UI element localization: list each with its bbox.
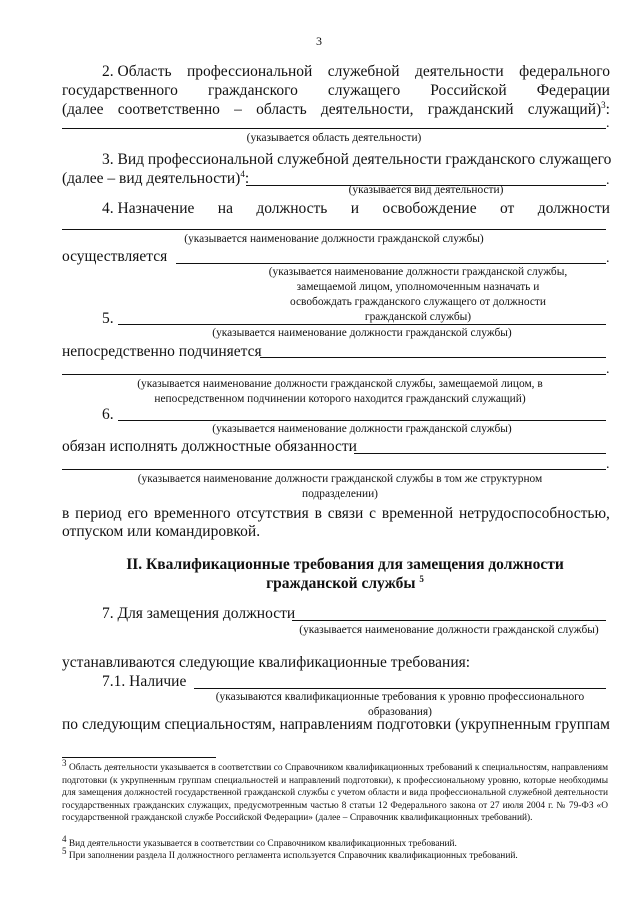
word: в bbox=[62, 505, 70, 522]
word: 4. Назначение bbox=[102, 200, 195, 217]
word: Федерации bbox=[536, 82, 610, 99]
item7-text: устанавливаются следующие квалификационные требования: bbox=[62, 654, 471, 671]
footnote-text: Вид деятельности указывается в соответствии со Справочником квалификационных требований. bbox=[68, 839, 457, 849]
fill-line-position[interactable] bbox=[62, 229, 606, 230]
item5-label: непосредственно подчиняется bbox=[62, 343, 262, 360]
item71-label: 7.1. Наличие bbox=[102, 673, 187, 690]
fill-line-item71[interactable] bbox=[194, 688, 606, 689]
fill-line-item7[interactable] bbox=[292, 620, 606, 621]
fill-line-appointer[interactable] bbox=[176, 263, 606, 264]
word: область bbox=[256, 101, 307, 118]
word: период bbox=[75, 505, 122, 522]
item3-line2 bbox=[62, 170, 249, 188]
word: специальностям, bbox=[164, 716, 276, 733]
word: деятельности bbox=[415, 63, 504, 80]
word: направлениям bbox=[279, 716, 373, 733]
footnote-ref-3: 3 bbox=[601, 99, 606, 110]
caption-item5: (указывается наименование должности гражданской службы) bbox=[212, 327, 512, 339]
word: временного bbox=[153, 505, 231, 522]
fill-line-supervisor-2[interactable] bbox=[62, 374, 606, 375]
caption-item71: (указываются квалификационные требования к уровню профессионального образования) bbox=[215, 691, 585, 718]
colon: : bbox=[605, 101, 610, 118]
word: должности bbox=[537, 200, 610, 217]
word: от bbox=[499, 200, 515, 217]
caption-supervisor: (указывается наименование должности гражданской службы, замещаемой лицом, в непосредственном подчинении которого находится гражданский служащий) bbox=[137, 378, 543, 405]
footnote-ref-4: 4 bbox=[240, 168, 245, 179]
word: связи bbox=[327, 505, 364, 522]
word: подготовки bbox=[376, 716, 452, 733]
fill-line-substitute[interactable] bbox=[354, 453, 606, 454]
dot: . bbox=[606, 116, 610, 131]
word: 2. Область bbox=[102, 63, 172, 80]
item2-line1 bbox=[102, 63, 610, 81]
heading-text: гражданской службы bbox=[266, 575, 416, 592]
item6-text-line2: отпуском или командировкой. bbox=[62, 523, 261, 540]
item7-label: 7. Для замещения должности bbox=[102, 605, 296, 622]
word: федерального bbox=[519, 63, 610, 80]
fill-line-supervisor[interactable] bbox=[260, 357, 606, 358]
colon: : bbox=[244, 170, 250, 187]
heading-line1: II. Квалификационные требования для замещения должности bbox=[126, 556, 564, 573]
section2-heading bbox=[60, 555, 630, 593]
footnote-ref-5: 5 bbox=[419, 573, 424, 584]
item3-line1: 3. Вид профессиональной служебной деятельности гражданского служащего bbox=[102, 151, 612, 168]
word: следующим bbox=[81, 716, 161, 733]
page-number: 3 bbox=[316, 34, 322, 48]
word: отсутствия bbox=[236, 505, 309, 522]
footnote-3 bbox=[62, 757, 608, 825]
fill-line-item5[interactable] bbox=[118, 324, 606, 325]
footnote-separator bbox=[62, 757, 216, 758]
word: на bbox=[217, 200, 233, 217]
item71-text-line bbox=[62, 716, 610, 734]
word: группам bbox=[555, 716, 610, 733]
word: и bbox=[350, 200, 360, 217]
footnote-mark: 4 bbox=[62, 833, 67, 844]
dot: . bbox=[606, 251, 610, 266]
word: профессиональной bbox=[186, 63, 313, 80]
word: гражданского bbox=[207, 82, 298, 99]
item4-label: осуществляется bbox=[62, 248, 168, 265]
fill-line-item6[interactable] bbox=[118, 420, 606, 421]
word: гражданский bbox=[427, 101, 514, 118]
item5-number: 5. bbox=[102, 310, 114, 327]
word: Российской bbox=[430, 82, 507, 99]
dot: . bbox=[606, 173, 610, 188]
word: (укрупненным bbox=[455, 716, 552, 733]
word: в bbox=[314, 505, 322, 522]
word-with-footnote bbox=[528, 101, 610, 119]
fill-line-substitute-2[interactable] bbox=[62, 469, 606, 470]
caption-item7: (указывается наименование должности гражданской службы) bbox=[299, 624, 599, 636]
word: служащего bbox=[327, 82, 401, 99]
footnote-5 bbox=[62, 845, 608, 863]
word: государственного bbox=[62, 82, 178, 99]
dot: . bbox=[606, 362, 610, 377]
word: соответственно bbox=[117, 101, 220, 118]
caption-kind: (указывается вид деятельности) bbox=[348, 184, 504, 196]
footnote-mark: 5 bbox=[62, 845, 67, 856]
dot: . bbox=[606, 457, 610, 472]
word: деятельности, bbox=[320, 101, 414, 118]
item3-label: (далее – вид деятельности) bbox=[62, 170, 241, 187]
footnote-text: Область деятельности указывается в соответствии со Справочником квалификационных требований к специальностям, направлениям подготовки (к укрупненным группам специальностей и направлений подготовки), к профессиональному уровню, которые необходимы для замещения должностей государственной гражданской службы с учетом области и вида профессиональной служебной деятельности государственных гражданских служащих, предусмотренным частью 8 статьи 12 Федерального закона от 27 июля 2004 г. № 79-ФЗ «О государственной гражданской службе Российской Федерации» (далее – Справочник квалификационных требований). bbox=[62, 763, 608, 824]
footnote-4 bbox=[62, 833, 608, 851]
item6-label: обязан исполнять должностные обязанности bbox=[62, 438, 357, 455]
heading-line2 bbox=[60, 574, 630, 593]
caption-area: (указывается область деятельности) bbox=[246, 132, 422, 144]
word: временной bbox=[381, 505, 454, 522]
word: по bbox=[62, 716, 79, 733]
caption-position: (указывается наименование должности гражданской службы) bbox=[184, 233, 484, 245]
item6-number: 6. bbox=[102, 406, 114, 423]
word: должность bbox=[256, 200, 328, 217]
caption-substitute: (указывается наименование должности гражданской службы в том же структурном подразделении) bbox=[137, 473, 543, 500]
item2-line3 bbox=[62, 101, 610, 119]
word: его bbox=[127, 505, 149, 522]
footnote-text: При заполнении раздела II должностного регламента используется Справочник квалификационных требований. bbox=[68, 851, 518, 861]
word: с bbox=[369, 505, 377, 522]
word: служебной bbox=[327, 63, 400, 80]
fill-line-area[interactable] bbox=[62, 128, 606, 129]
word: нетрудоспособностью, bbox=[459, 505, 610, 522]
word: служащий) bbox=[527, 101, 602, 118]
word: (далее bbox=[62, 101, 104, 118]
item6-text-line1 bbox=[62, 505, 610, 523]
word: освобождение bbox=[382, 200, 477, 217]
word: – bbox=[234, 101, 242, 118]
caption-appointer: (указывается наименование должности гражданской службы, замещаемой лицом, уполномоченным назначать и освобождать гражданского служащего от должности гражданской службы) bbox=[268, 266, 568, 323]
item4-line1 bbox=[102, 200, 610, 218]
item2-line2 bbox=[62, 82, 610, 100]
caption-item6: (указывается наименование должности гражданской службы) bbox=[212, 423, 512, 435]
footnote-mark: 3 bbox=[62, 757, 67, 768]
